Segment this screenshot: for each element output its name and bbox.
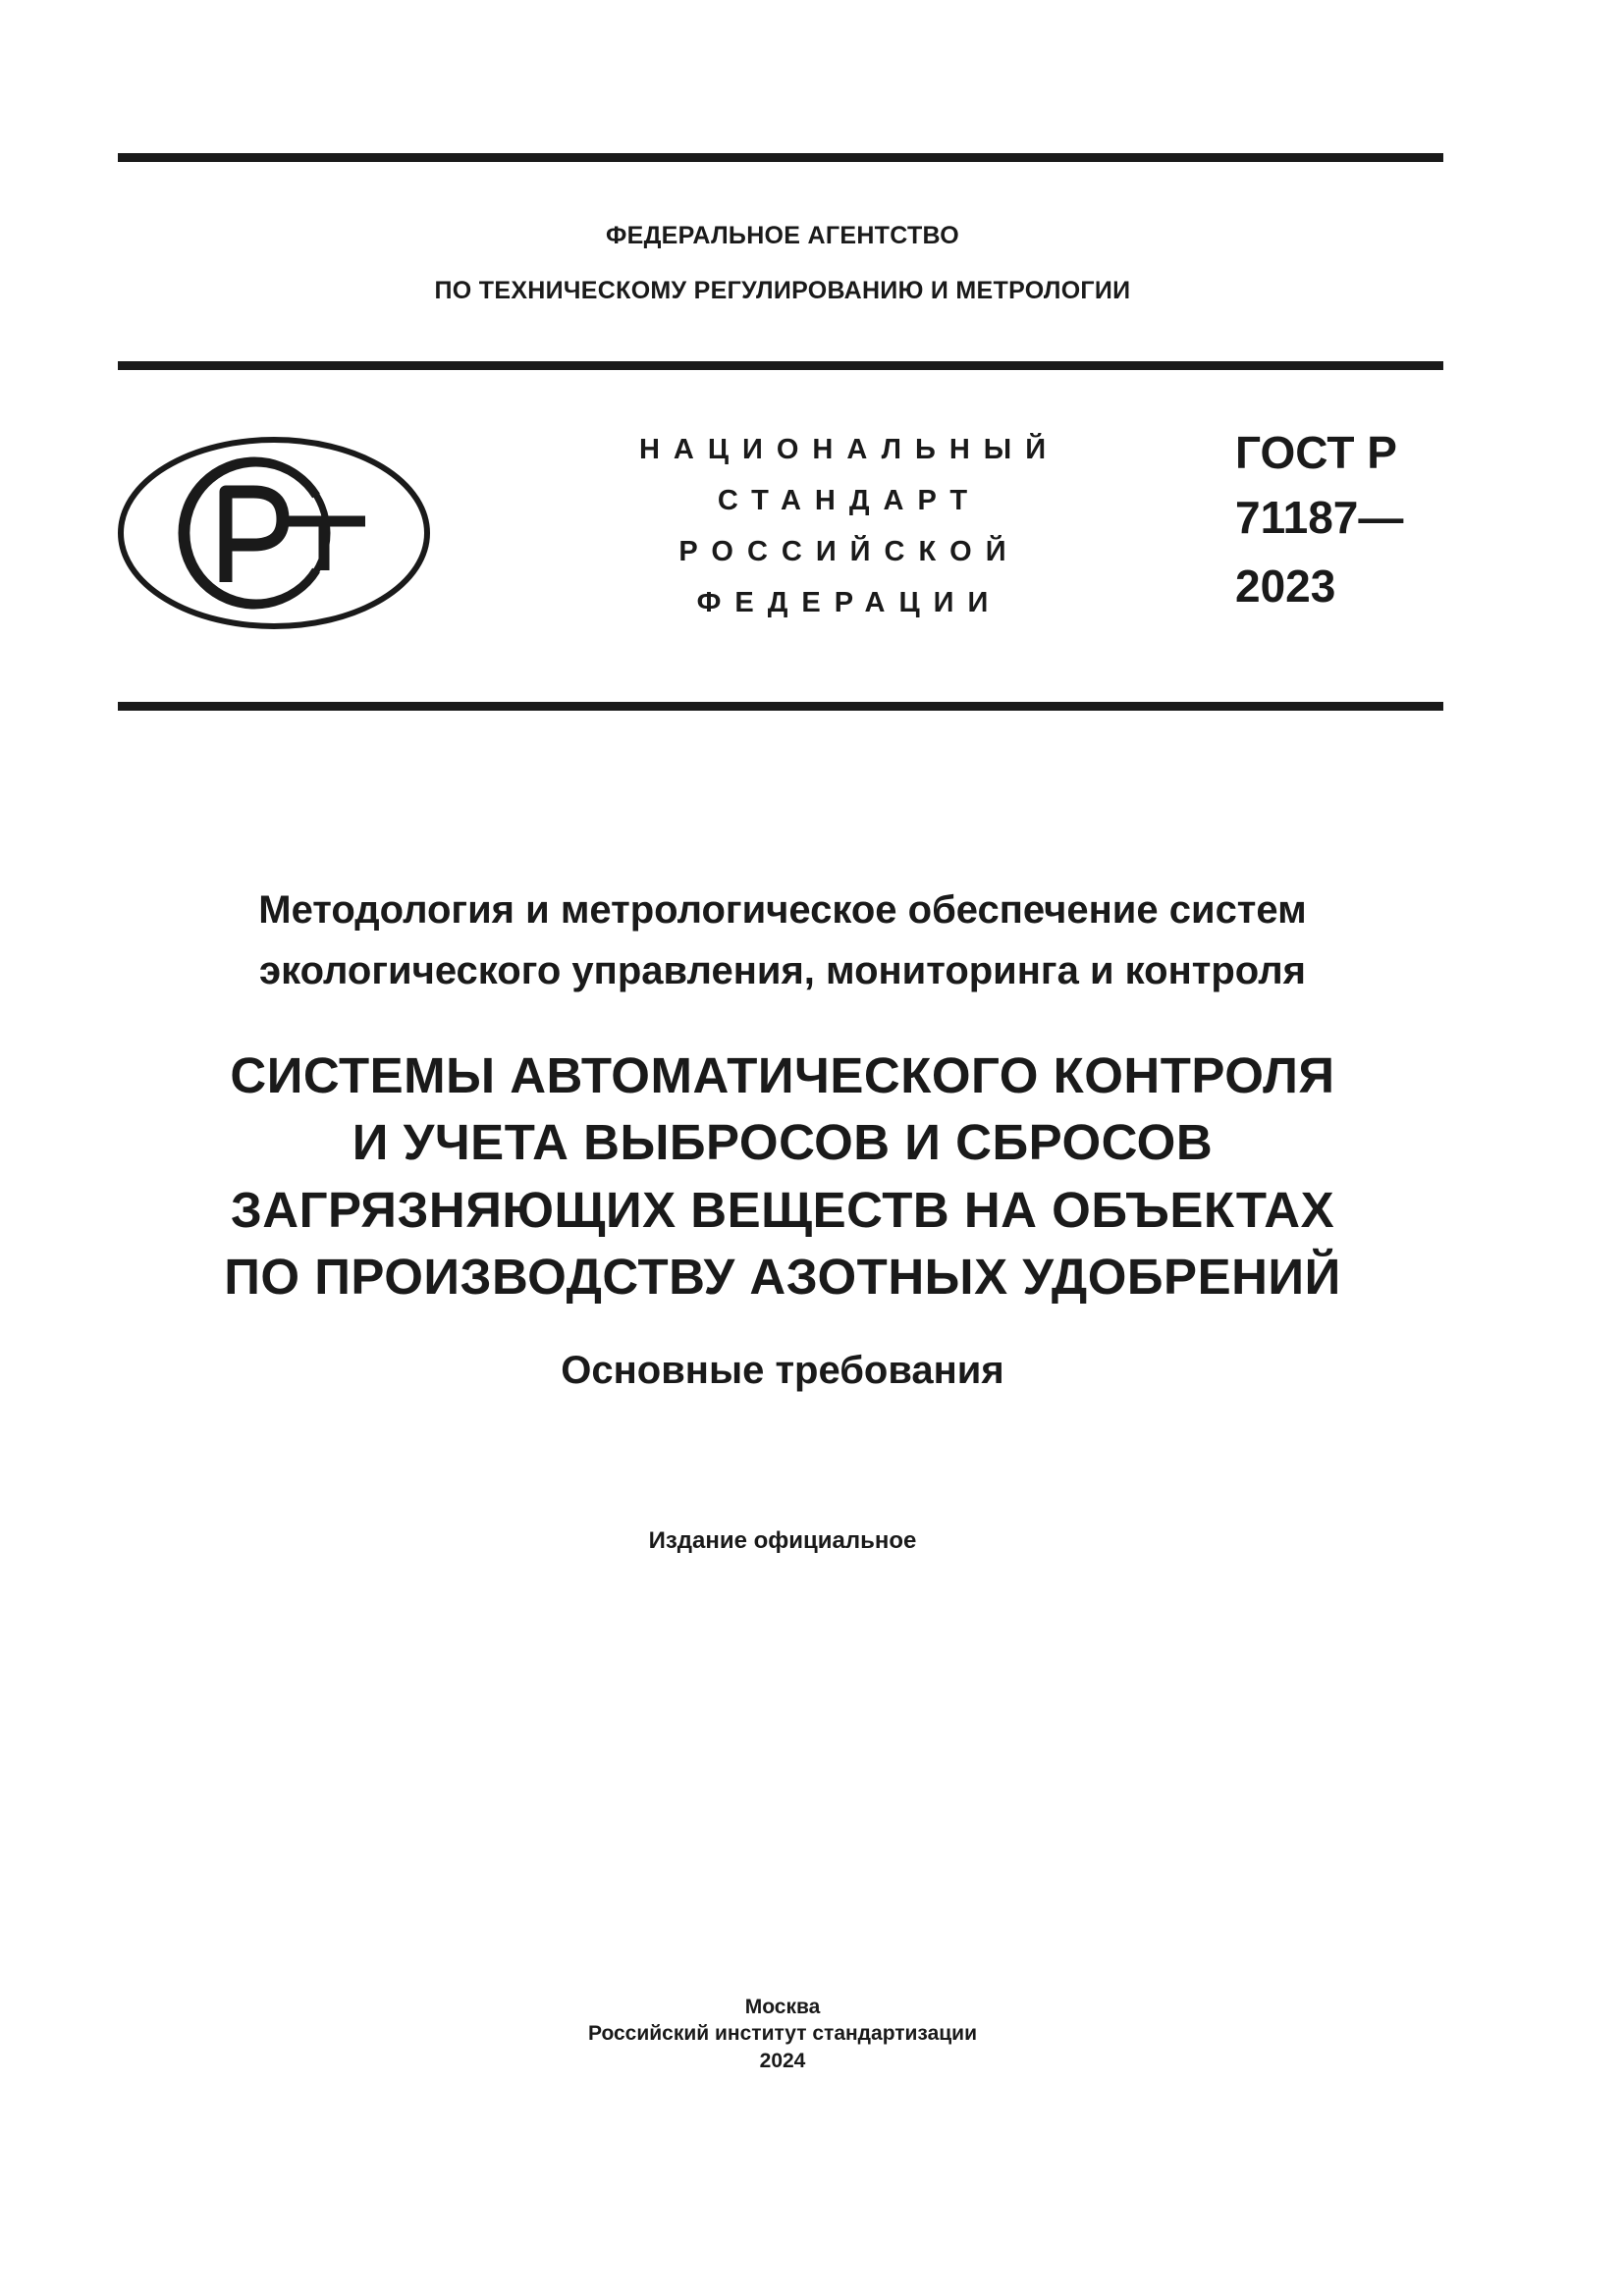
middle-divider	[118, 361, 1443, 370]
agency-name-line-2: ПО ТЕХНИЧЕСКОМУ РЕГУЛИРОВАНИЮ И МЕТРОЛОГИИ	[434, 277, 1131, 304]
series-title-line-1: Методология и метрологическое обеспечение систем	[258, 888, 1307, 932]
standard-designation-line-1: ГОСТ Р	[1235, 427, 1397, 478]
bottom-divider	[118, 702, 1443, 711]
standard-designation-line-3: 2023	[1235, 561, 1336, 612]
publisher-institute: Российский институт стандартизации	[587, 2022, 978, 2045]
top-divider	[118, 153, 1443, 162]
national-standard-line-2: СТАНДАРТ	[717, 485, 982, 516]
publication-year: 2024	[759, 2050, 806, 2072]
national-standard-line-4: ФЕДЕРАЦИИ	[696, 587, 1002, 618]
national-standard-line-1: НАЦИОНАЛЬНЫЙ	[638, 434, 1060, 465]
main-title-line-1: СИСТЕМЫ АВТОМАТИЧЕСКОГО КОНТРОЛЯ	[230, 1047, 1335, 1103]
document-subtitle: Основные требования	[561, 1349, 1004, 1392]
rst-certification-mark-icon	[116, 435, 432, 631]
main-title-line-3: ЗАГРЯЗНЯЮЩИХ ВЕЩЕСТВ НА ОБЪЕКТАХ	[230, 1182, 1335, 1238]
main-title-line-4: ПО ПРОИЗВОДСТВУ АЗОТНЫХ УДОБРЕНИЙ	[224, 1249, 1341, 1305]
edition-note: Издание официальное	[648, 1527, 917, 1554]
national-standard-line-3: РОССИЙСКОЙ	[678, 536, 1020, 567]
agency-name-line-1: ФЕДЕРАЛЬНОЕ АГЕНТСТВО	[605, 222, 960, 249]
standard-designation-line-2: 71187—	[1235, 492, 1404, 543]
main-title-line-2: И УЧЕТА ВЫБРОСОВ И СБРОСОВ	[352, 1114, 1214, 1170]
publisher-city: Москва	[744, 1996, 821, 2018]
series-title-line-2: экологического управления, мониторинга и контроля	[259, 949, 1306, 992]
